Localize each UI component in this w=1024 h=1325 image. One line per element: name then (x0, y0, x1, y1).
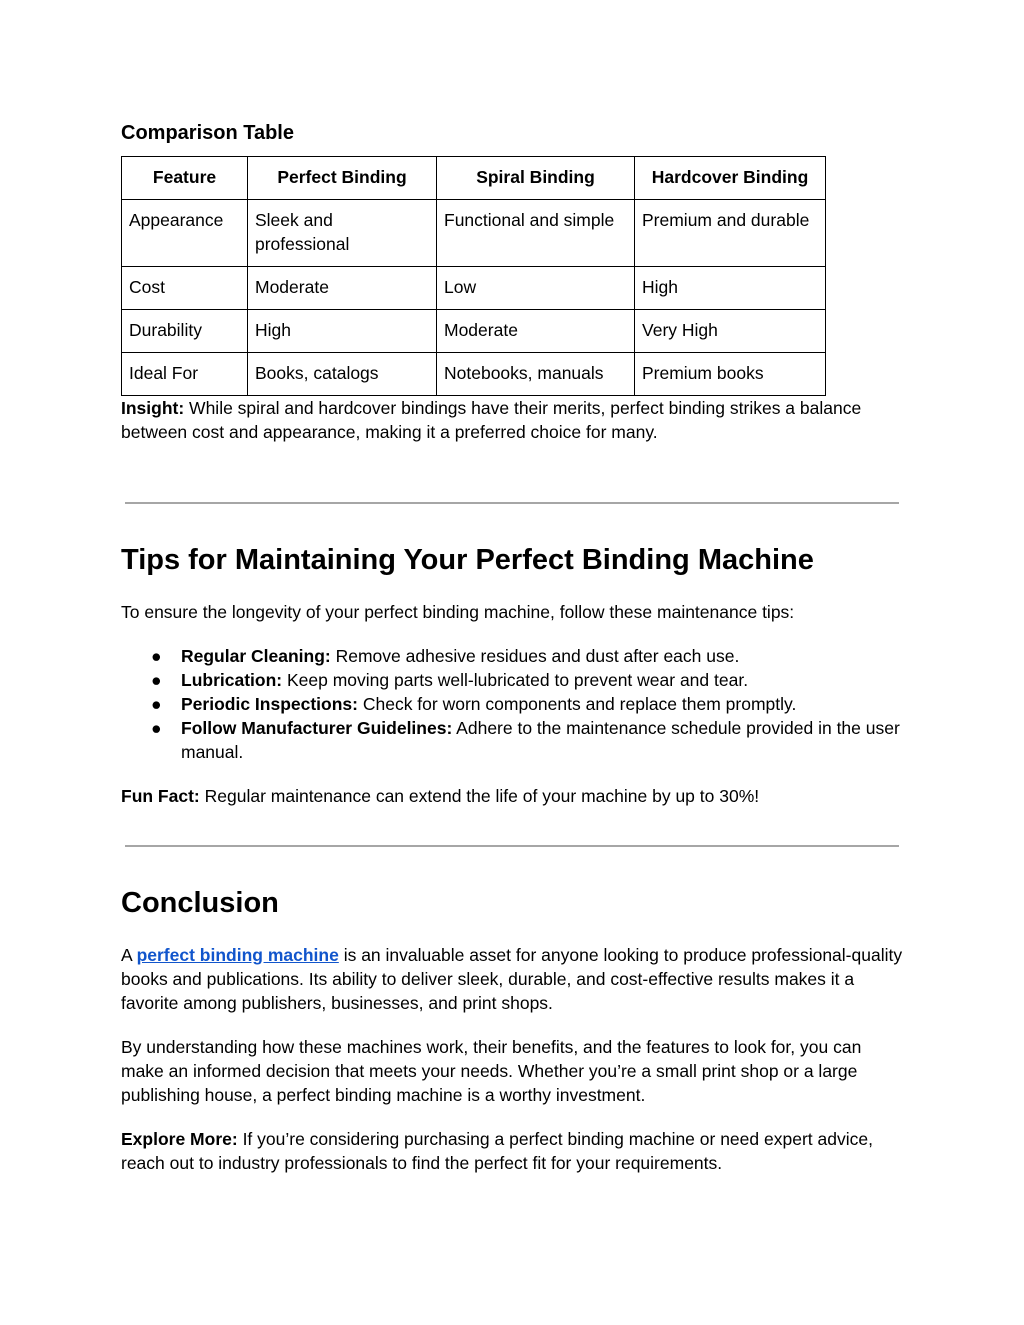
table-cell: Books, catalogs (248, 353, 437, 396)
tip-text: Check for worn components and replace them promptly. (357, 694, 797, 714)
tip-text: Adhere to the maintenance schedule provided in the user manual. (181, 718, 900, 762)
tips-section (121, 600, 901, 808)
table-cell: Low (437, 267, 635, 310)
table-cell: Appearance (122, 200, 248, 267)
insight-text: While spiral and hardcover bindings have their merits, perfect binding strikes a balance between cost and appearance, making it a preferred choice for many. (121, 398, 862, 442)
tip-label: Periodic Inspections: (181, 694, 358, 714)
table-cell: High (248, 310, 437, 353)
column-header: Spiral Binding (437, 157, 635, 200)
tips-intro: To ensure the longevity of your perfect binding machine, follow these maintenance tips: (121, 602, 795, 622)
conclusion-paragraph-1: A perfect binding machine is an invaluable asset for anyone looking to produce professional-quality books and publications. Its ability to deliver sleek, durable, and cost-effective results makes it a favorite among publishers, businesses, and print shops. (121, 945, 903, 1013)
table-cell: Ideal For (122, 353, 248, 396)
column-header: Perfect Binding (248, 157, 437, 200)
insight-paragraph (121, 396, 901, 444)
table-row (122, 200, 826, 267)
conclusion-section (121, 943, 906, 1175)
funfact-paragraph (121, 784, 901, 808)
list-item: ● Lubrication: Keep moving parts well-lubricated to prevent wear and tear. (151, 670, 749, 690)
conclusion-paragraph-2: By understanding how these machines work, their benefits, and the features to look for, you can make an informed decision that meets your needs. Whether you’re a small print shop or a large publishing house, a perfect binding machine is a worthy investment. (121, 1037, 862, 1105)
comparison-table (121, 156, 826, 396)
table-header-row (122, 157, 826, 200)
tip-label: Follow Manufacturer Guidelines: (181, 718, 453, 738)
tip-text: Remove adhesive residues and dust after each use. (330, 646, 740, 666)
funfact-text: Regular maintenance can extend the life of your machine by up to 30%! (199, 786, 760, 806)
table-row (122, 267, 826, 310)
table-cell: Durability (122, 310, 248, 353)
table-cell: Functional and simple (437, 200, 635, 267)
section-divider (125, 845, 899, 847)
explore-paragraph (121, 1127, 906, 1175)
page-content (121, 119, 903, 1173)
list-item: ● Regular Cleaning: Remove adhesive residues and dust after each use. (151, 646, 740, 666)
table-cell: Premium and durable (635, 200, 826, 267)
table-cell: Notebooks, manuals (437, 353, 635, 396)
insight-label: Insight: (121, 398, 185, 418)
table-cell: Moderate (437, 310, 635, 353)
funfact-label: Fun Fact: (121, 786, 200, 806)
list-item: ● Periodic Inspections: Check for worn components and replace them promptly. (151, 694, 797, 714)
table-cell: Sleek and professional (248, 200, 437, 267)
tip-label: Lubrication: (181, 670, 283, 690)
section-divider (125, 502, 899, 504)
column-header: Hardcover Binding (635, 157, 826, 200)
table-row (122, 353, 826, 396)
tips-list (121, 644, 901, 764)
comparison-heading: Comparison Table (121, 122, 294, 144)
tip-label: Regular Cleaning: (181, 646, 331, 666)
table-row (122, 310, 826, 353)
table-cell: Very High (635, 310, 826, 353)
explore-label: Explore More: (121, 1129, 238, 1149)
tips-heading: Tips for Maintaining Your Perfect Binding Machine (121, 544, 814, 576)
explore-text: If you’re considering purchasing a perfect binding machine or need expert advice, reach out to industry professionals to find the perfect fit for your requirements. (121, 1129, 873, 1173)
perfect-binding-machine-link[interactable]: perfect binding machine (136, 945, 339, 965)
tip-text: Keep moving parts well-lubricated to prevent wear and tear. (282, 670, 749, 690)
column-header: Feature (122, 157, 248, 200)
list-item: ● Follow Manufacturer Guidelines: Adhere to the maintenance schedule provided in the user manual. (151, 718, 900, 762)
conclusion-heading: Conclusion (121, 887, 279, 919)
table-cell: High (635, 267, 826, 310)
table-cell: Moderate (248, 267, 437, 310)
table-cell: Cost (122, 267, 248, 310)
table-cell: Premium books (635, 353, 826, 396)
